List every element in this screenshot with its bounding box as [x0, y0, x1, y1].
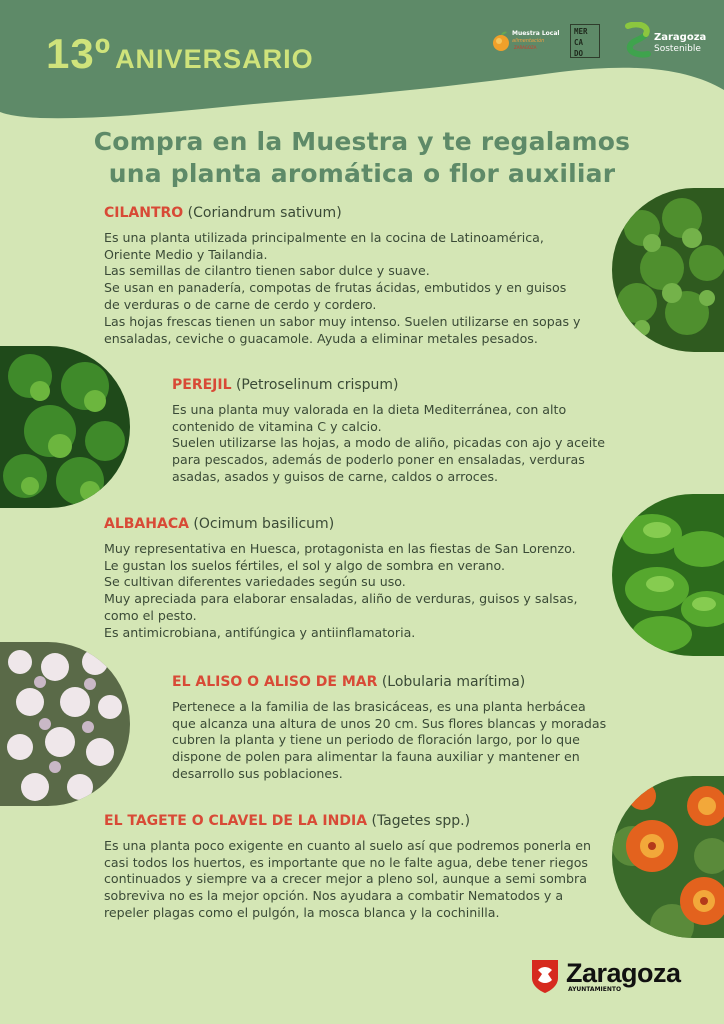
partner-logos: [486, 22, 716, 66]
plant-title: [104, 813, 604, 830]
footer-subtitle: AYUNTAMIENTO: [568, 986, 622, 993]
plant-name: EL ALISO O ALISO DE MAR: [172, 674, 378, 690]
plant-description-line: Se cultivan diferentes variedades según su uso.: [104, 574, 406, 590]
plant-scientific-name: (Ocimum basilicum): [193, 516, 335, 532]
albahaca-photo: [612, 494, 724, 656]
plant-scientific-name: (Lobularia marítima): [381, 674, 526, 690]
zaragoza-sostenible-logo: [624, 22, 714, 62]
plant-title: [104, 205, 604, 222]
plant-scientific-name: (Coriandrum sativum): [187, 205, 342, 221]
plant-description-line: contenido de vitamina C y calcio.: [172, 418, 382, 434]
mercado-logo-line1: MER: [574, 27, 588, 36]
muestra-local-logo: [492, 26, 560, 60]
plant-name: EL TAGETE O CLAVEL DE LA INDIA: [104, 813, 368, 829]
plant-name: PEREJIL: [172, 377, 232, 393]
plant-description-line: asadas, asados y guisos de carne, caldos o arroces.: [172, 468, 499, 484]
plant-name: CILANTRO: [104, 205, 184, 221]
plant-section-cilantro: [104, 205, 604, 347]
plant-scientific-name: (Tagetes spp.): [371, 813, 471, 829]
tagete-photo: [612, 776, 724, 938]
muestra-logo-line1: Muestra Local: [512, 30, 560, 37]
plant-title: [172, 377, 632, 394]
plant-section-tagete: [104, 813, 604, 922]
plant-description-line: como el pesto.: [104, 607, 197, 623]
page-headline: [0, 126, 724, 190]
plant-section-perejil: [172, 377, 632, 486]
footer-city: Zaragoza: [566, 958, 681, 988]
plant-description-line: de verduras o de carne de cerdo y cordero.: [104, 296, 377, 312]
plant-description-line: Es antimicrobiana, antifúngica y antiinflamatoria.: [104, 624, 416, 640]
anniversary-number: 13º: [46, 30, 112, 77]
zaragoza-shield-icon: [530, 958, 560, 994]
perejil-photo: [0, 346, 130, 508]
plant-description-line: Las semillas de cilantro tienen sabor dulce y suave.: [104, 263, 430, 279]
ayuntamiento-zaragoza-logo: [530, 956, 690, 996]
plant-description-line: Muy representativa en Huesca, protagonista en las fiestas de San Lorenzo.: [104, 540, 576, 556]
plant-description-line: dispone de polen para alimentar la fauna auxiliar y mantener en: [172, 749, 580, 765]
plant-description-line: Pertenece a la familia de las brasicáceas, es una planta herbácea: [172, 698, 586, 714]
orange-fruit-icon: [492, 30, 510, 52]
plant-description-line: Le gustan los suelos fértiles, el sol y algo de sombra en verano.: [104, 557, 506, 573]
plant-title: [172, 674, 632, 691]
plant-name: ALBAHACA: [104, 516, 189, 532]
headline-line1: Compra en la Muestra y te regalamos: [93, 127, 631, 156]
plant-description-line: sobreviva no es la mejor opción. Nos ayudara a combatir Nematodos y a: [104, 888, 564, 904]
muestra-logo-line2: alimentación: [512, 38, 545, 44]
plant-description-line: ensaladas, ceviche o guacamole. Ayuda a eliminar metales pesados.: [104, 330, 538, 346]
plant-description-line: casi todos los huertos, es importante que no le falte agua, debe tener riegos: [104, 854, 588, 870]
plant-description-line: continuados y siempre va a crecer mejor a pleno sol, aunque a semi sombra: [104, 871, 587, 887]
plant-title: [104, 516, 604, 533]
plant-description-line: desarrollo sus poblaciones.: [172, 765, 343, 781]
plant-description-line: que alcanza una altura de unos 20 cm. Sus flores blancas y moradas: [172, 715, 607, 731]
mercado-logo: [570, 24, 600, 58]
mercado-logo-line3: DO: [574, 49, 584, 58]
plant-description-line: repeler plagas como el pulgón, la mosca blanca y la cochinilla.: [104, 904, 500, 920]
headline-line2: una planta aromática o flor auxiliar: [108, 159, 616, 188]
plant-description-line: cubren la planta y tiene un periodo de floración largo, por lo que: [172, 732, 580, 748]
plant-description-line: Es una planta utilizada principalmente en la cocina de Latinoamérica,: [104, 229, 544, 245]
aliso-photo: [0, 642, 130, 806]
plant-description-line: Es una planta muy valorada en la dieta Mediterránea, con alto: [172, 401, 567, 417]
plant-scientific-name: (Petroselinum crispum): [235, 377, 399, 393]
plant-section-aliso: [172, 674, 632, 783]
plant-description-line: Oriente Medio y Tailandia.: [104, 246, 268, 262]
plant-description-line: para pescados, además de poderlo poner en ensaladas, verduras: [172, 452, 585, 468]
plant-description-line: Las hojas frescas tienen un sabor muy intenso. Suelen utilizarse en sopas y: [104, 313, 581, 329]
plant-description-line: Es una planta poco exigente en cuanto al suelo así que podremos ponerla en: [104, 837, 591, 853]
zaragoza-sostenible-line2: Sostenible: [654, 44, 701, 54]
zaragoza-sostenible-mark-icon: [624, 22, 652, 60]
zaragoza-sostenible-line1: Zaragoza: [654, 32, 707, 43]
anniversary-word: ANIVERSARIO: [115, 44, 314, 74]
plant-description-line: Suelen utilizarse las hojas, a modo de aliño, picadas con ajo y aceite: [172, 435, 605, 451]
mercado-logo-line2: CA: [574, 38, 584, 47]
plant-description-line: Muy apreciada para elaborar ensaladas, aliño de verduras, guisos y salsas,: [104, 591, 578, 607]
cilantro-photo: [612, 188, 724, 352]
plant-section-albahaca: [104, 516, 604, 642]
anniversary-title: [46, 30, 314, 78]
plant-description-line: Se usan en panadería, compotas de frutas ácidas, embutidos y en guisos: [104, 280, 567, 296]
muestra-logo-line3: ZARAGOZA: [514, 45, 537, 50]
